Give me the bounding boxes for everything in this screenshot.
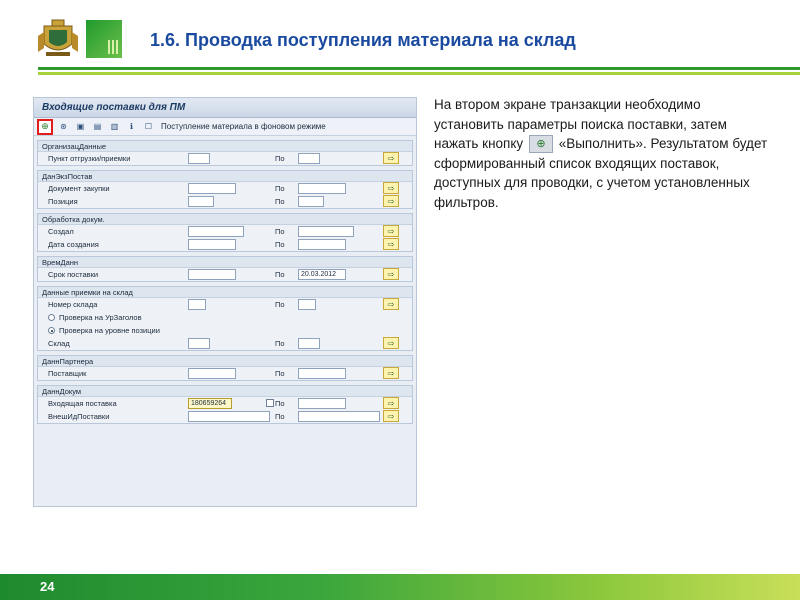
field-label: Срок поставки <box>48 270 99 279</box>
field-row <box>38 410 412 423</box>
group-title: ДаннПартнера <box>38 356 412 367</box>
to-label: По <box>275 154 285 163</box>
group-time <box>37 256 413 282</box>
to-input[interactable] <box>298 239 346 250</box>
from-input[interactable] <box>188 239 236 250</box>
from-input[interactable] <box>188 411 270 422</box>
to-date-input[interactable]: 20.03.2012 <box>298 269 346 280</box>
instruction-text <box>434 95 774 212</box>
group-title: ОрганизацДанные <box>38 141 412 152</box>
from-input[interactable] <box>188 226 244 237</box>
to-input[interactable] <box>298 368 346 379</box>
to-input[interactable] <box>298 226 354 237</box>
group-org <box>37 140 413 166</box>
field-label: Номер склада <box>48 300 98 309</box>
multiple-selection-button[interactable]: ⇨ <box>383 238 399 250</box>
to-input[interactable] <box>298 411 380 422</box>
field-row <box>38 337 412 350</box>
field-label: Склад <box>48 339 70 348</box>
multiple-selection-button[interactable]: ⇨ <box>383 410 399 422</box>
variant-icon[interactable]: ⊛ <box>60 122 67 131</box>
header-check-radio[interactable] <box>48 314 55 321</box>
radio-label: Проверка на уровне позиции <box>59 326 160 335</box>
group-purchasing <box>37 170 413 209</box>
to-label: По <box>275 369 285 378</box>
sap-window-title: Входящие поставки для ПМ <box>34 98 416 118</box>
coat-of-arms-logo <box>36 18 80 60</box>
footer-bar <box>0 574 800 600</box>
execute-button[interactable]: ⊕ <box>37 119 53 135</box>
group-title: ВремДанн <box>38 257 412 268</box>
to-input[interactable] <box>298 153 320 164</box>
multiple-selection-button[interactable]: ⇨ <box>383 367 399 379</box>
instruction-part-1: На втором экране транзакции необходимо установить параметры поиска поставки, затем нажать кнопку <box>434 97 727 151</box>
from-input[interactable] <box>188 269 236 280</box>
field-label: Пункт отгрузки/приемки <box>48 154 131 163</box>
from-input[interactable] <box>188 183 236 194</box>
field-row <box>38 298 412 311</box>
delivery-input[interactable]: 180659264 <box>188 398 232 409</box>
to-label: По <box>275 184 285 193</box>
group-partner <box>37 355 413 381</box>
info-icon[interactable]: ℹ <box>129 122 134 131</box>
to-label: По <box>275 399 285 408</box>
field-row <box>38 397 412 410</box>
multiple-selection-button[interactable]: ⇨ <box>383 195 399 207</box>
sap-screen <box>33 97 417 507</box>
multiple-selection-button[interactable]: ⇨ <box>383 225 399 237</box>
radio-row <box>38 324 412 337</box>
match-code-icon[interactable] <box>266 399 274 407</box>
field-row <box>38 238 412 251</box>
background-checkbox[interactable]: ☐ <box>144 122 153 131</box>
green-brand-block <box>86 20 122 58</box>
background-posting-label: Поступление материала в фоновом режиме <box>161 122 326 131</box>
multiple-selection-button[interactable]: ⇨ <box>383 337 399 349</box>
field-row <box>38 268 412 281</box>
sap-toolbar <box>34 118 416 136</box>
get-variant-icon[interactable]: ▣ <box>76 122 85 131</box>
multiple-selection-button[interactable]: ⇨ <box>383 182 399 194</box>
to-label: По <box>275 197 285 206</box>
radio-label: Проверка на УрЗаголов <box>59 313 142 322</box>
field-label: ВнешИдПоставки <box>48 412 110 421</box>
to-input[interactable] <box>298 338 320 349</box>
field-label: Поставщик <box>48 369 87 378</box>
field-row <box>38 225 412 238</box>
field-row <box>38 195 412 208</box>
to-input[interactable] <box>298 183 346 194</box>
field-label: Входящая поставка <box>48 399 117 408</box>
group-title: Обработка докум. <box>38 214 412 225</box>
from-input[interactable] <box>188 153 210 164</box>
instruction-part-2: «Выполнить». Результатом будет сформированный список входящих поставок, доступных для проводки, с учетом установленных фильтров. <box>434 136 768 210</box>
save-variant-icon[interactable]: ▤ <box>93 122 102 131</box>
field-label: Создал <box>48 227 74 236</box>
slide-title: 1.6. Проводка поступления материала на склад <box>150 30 576 50</box>
radio-row <box>38 311 412 324</box>
to-input[interactable] <box>298 398 346 409</box>
item-check-radio[interactable] <box>48 327 55 334</box>
to-label: По <box>275 227 285 236</box>
to-label: По <box>275 270 285 279</box>
title-divider <box>38 67 800 75</box>
group-title: ДаннДокум <box>38 386 412 397</box>
field-row <box>38 367 412 380</box>
to-label: По <box>275 412 285 421</box>
multiple-selection-button[interactable]: ⇨ <box>383 397 399 409</box>
field-row <box>38 152 412 165</box>
to-label: По <box>275 339 285 348</box>
from-input[interactable] <box>188 368 236 379</box>
to-input[interactable] <box>298 299 316 310</box>
group-title: ДанЭкзПостав <box>38 171 412 182</box>
multiple-selection-button[interactable]: ⇨ <box>383 298 399 310</box>
from-input[interactable] <box>188 196 214 207</box>
page-number: 24 <box>40 579 55 594</box>
multiple-selection-button[interactable]: ⇨ <box>383 152 399 164</box>
group-warehouse <box>37 286 413 351</box>
to-label: По <box>275 240 285 249</box>
field-row <box>38 182 412 195</box>
field-label: Позиция <box>48 197 78 206</box>
from-input[interactable] <box>188 299 206 310</box>
group-doc-processing <box>37 213 413 252</box>
to-label: По <box>275 300 285 309</box>
selection-options-icon[interactable]: ▥ <box>110 122 119 131</box>
execute-icon: ⊕ <box>529 135 553 153</box>
multiple-selection-button[interactable]: ⇨ <box>383 268 399 280</box>
field-label: Документ закупки <box>48 184 110 193</box>
field-label: Дата создания <box>48 240 99 249</box>
from-input[interactable] <box>188 338 210 349</box>
to-input[interactable] <box>298 196 324 207</box>
group-docdata <box>37 385 413 424</box>
group-title: Данные приемки на склад <box>38 287 412 298</box>
